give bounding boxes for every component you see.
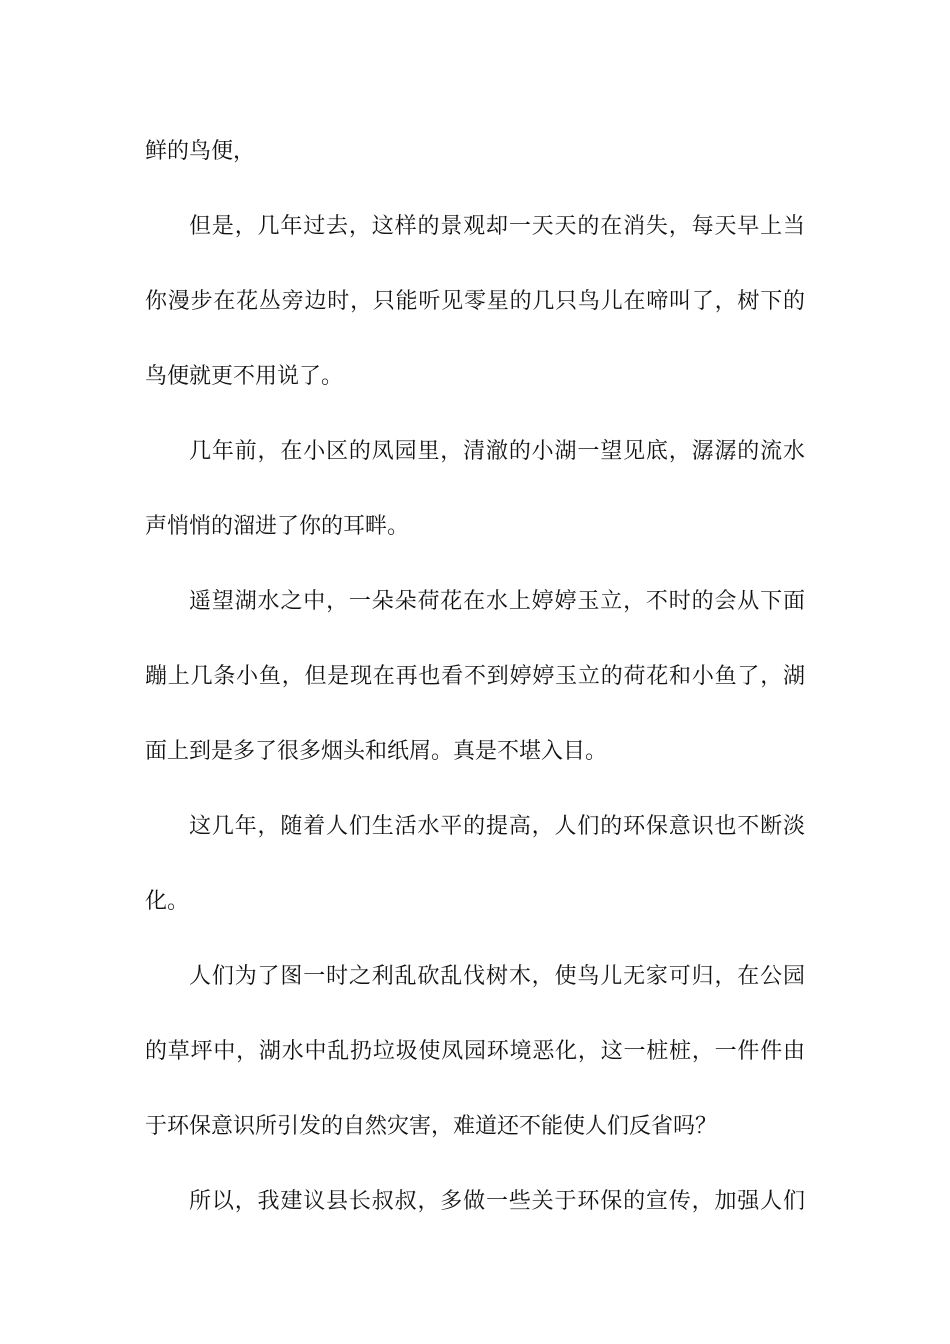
paragraph-first-line: 人们为了图一时之利乱砍乱伐树木，使鸟儿无家可归，在公园: [189, 964, 805, 989]
paragraph-first-line: 遥望湖水之中，一朵朵荷花在水上婷婷玉立，不时的会从下面: [189, 589, 805, 614]
text-line: 于环保意识所引发的自然灾害，难道还不能使人们反省吗？: [145, 1114, 718, 1139]
text-line: 鲜的鸟便，: [145, 139, 256, 164]
text-line: 面上到是多了很多烟头和纸屑。真是不堪入目。: [145, 739, 608, 764]
text-line: 鸟便就更不用说了。: [145, 364, 344, 389]
paragraph-first-line: 几年前，在小区的凤园里，清澈的小湖一望见底，潺潺的流水: [189, 439, 805, 464]
text-line: 的草坪中，湖水中乱扔垃圾使凤园环境恶化，这一桩桩，一件件由: [145, 1039, 805, 1064]
text-line: 你漫步在花丛旁边时，只能听见零星的几只鸟儿在啼叫了，树下的: [145, 289, 805, 314]
paragraph-first-line: 所以，我建议县长叔叔，多做一些关于环保的宣传，加强人们: [189, 1189, 805, 1214]
text-line: 蹦上几条小鱼，但是现在再也看不到婷婷玉立的荷花和小鱼了，湖: [145, 664, 805, 689]
text-line: 声悄悄的溜进了你的耳畔。: [145, 514, 410, 539]
document-body: [145, 124, 805, 1249]
paragraph-first-line: 但是，几年过去，这样的景观却一天天的在消失，每天早上当: [189, 214, 805, 239]
paragraph-first-line: 这几年，随着人们生活水平的提高，人们的环保意识也不断淡: [189, 814, 805, 839]
text-line: 化。: [145, 889, 190, 914]
